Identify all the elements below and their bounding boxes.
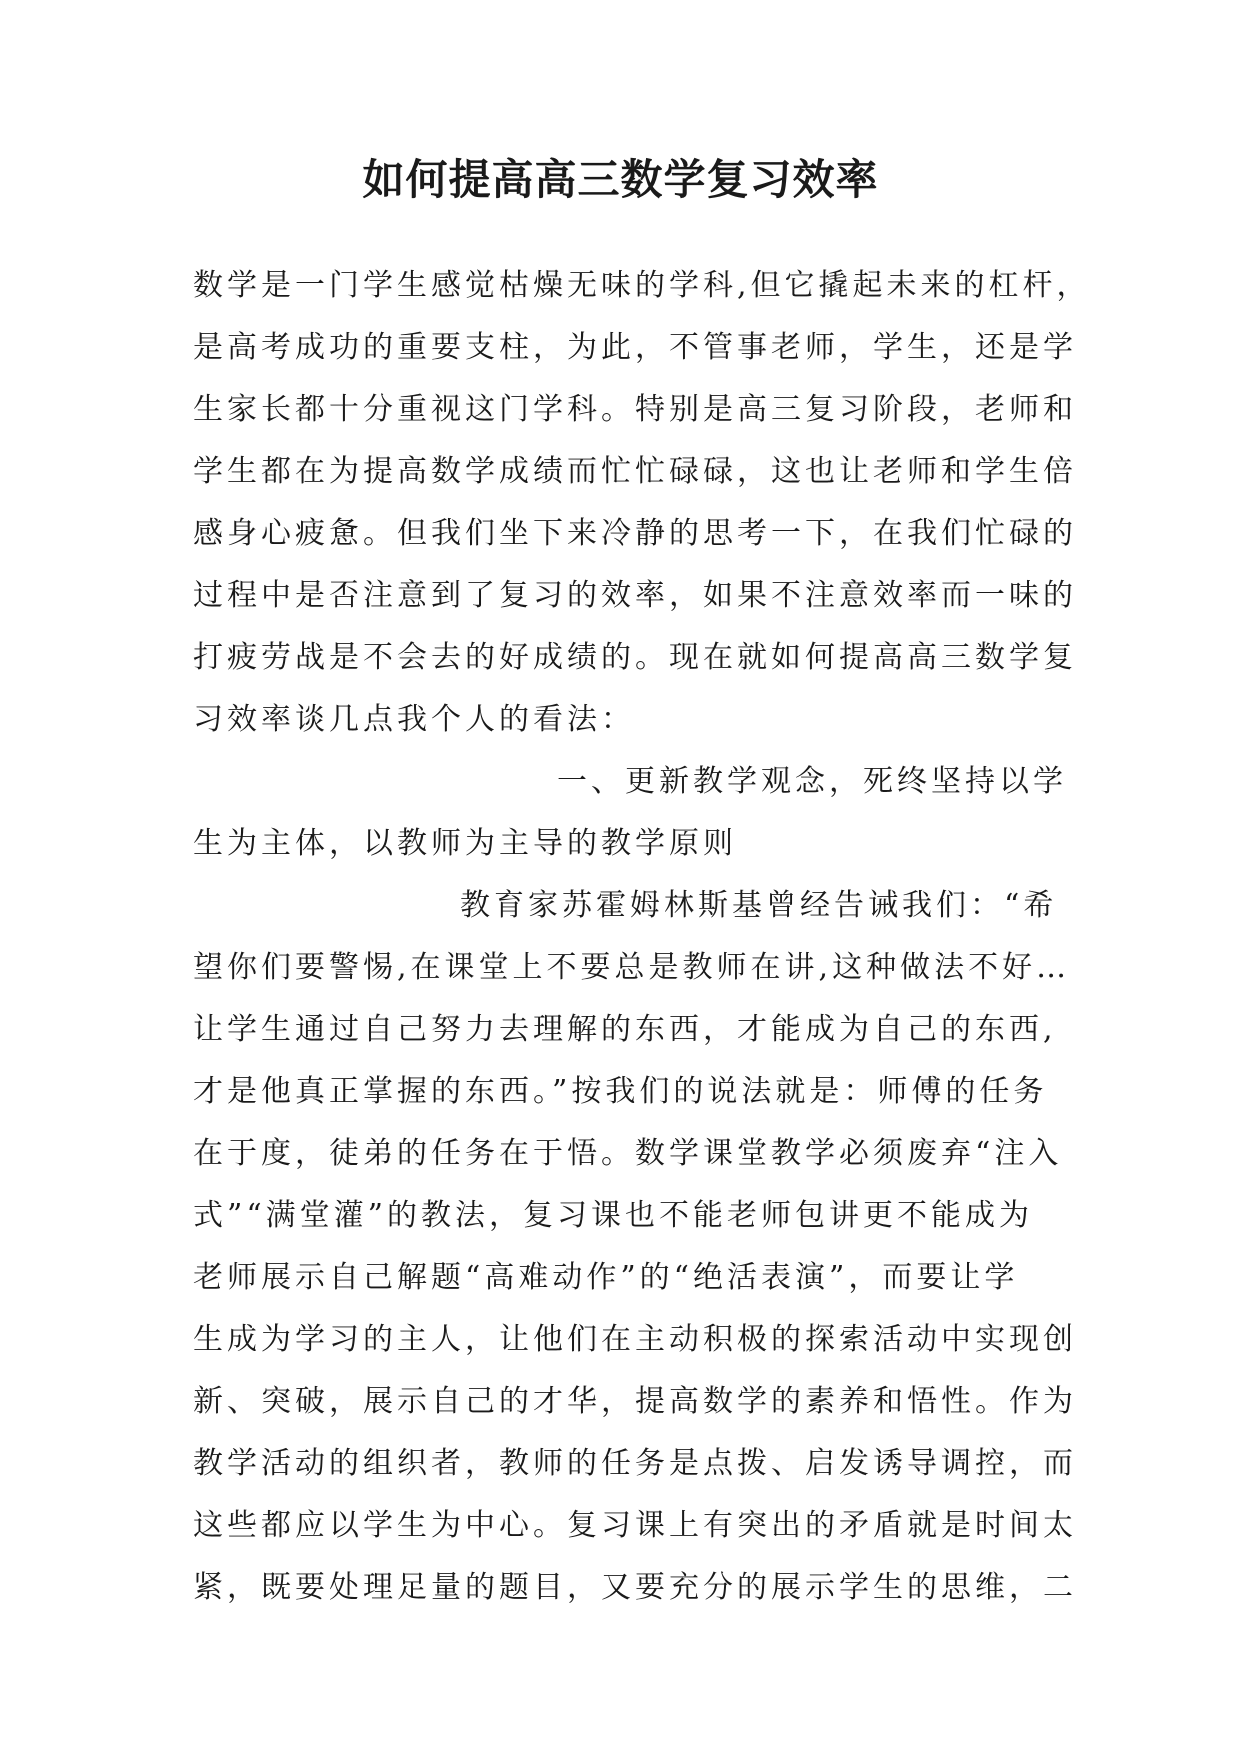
- paragraph-line: 望你们要警惕,在课堂上不要总是教师在讲,这种做法不好…: [193, 950, 1071, 985]
- paragraph-line: 习效率谈几点我个人的看法：: [193, 702, 635, 737]
- paragraph-line: 学生都在为提高数学成绩而忙忙碌碌，这也让老师和学生倍: [193, 454, 1077, 489]
- document-title: 如何提高高三数学复习效率: [362, 155, 879, 204]
- section-heading-line: 生为主体，以教师为主导的教学原则: [193, 826, 737, 861]
- paragraph-line: 生成为学习的主人，让他们在主动积极的探索活动中实现创: [193, 1322, 1077, 1357]
- paragraph-line: 才是他真正掌握的东西。”按我们的说法就是：师傅的任务: [193, 1074, 1048, 1109]
- document-body: [193, 255, 1091, 1619]
- paragraph-line: 老师展示自己解题“高难动作”的“绝活表演”，而要让学: [193, 1260, 1019, 1295]
- section-heading-line: 一、更新教学观念，死终坚持以学: [557, 764, 1067, 799]
- paragraph-line: 打疲劳战是不会去的好成绩的。现在就如何提高高三数学复: [193, 640, 1077, 675]
- paragraph-line: 生家长都十分重视这门学科。特别是高三复习阶段，老师和: [193, 392, 1077, 427]
- paragraph-line: 过程中是否注意到了复习的效率，如果不注意效率而一味的: [193, 578, 1077, 613]
- paragraph-line: 让学生通过自己努力去理解的东西，才能成为自己的东西,: [193, 1012, 1057, 1047]
- paragraph-line: 教育家苏霍姆林斯基曾经告诫我们：“希: [460, 888, 1058, 923]
- paragraph-line: 新、突破，展示自己的才华，提高数学的素养和悟性。作为: [193, 1384, 1077, 1419]
- paragraph-line: 这些都应以学生为中心。复习课上有突出的矛盾就是时间太: [193, 1508, 1077, 1543]
- paragraph-line: 在于度，徒弟的任务在于悟。数学课堂教学必须废弃“注入: [193, 1136, 1063, 1171]
- paragraph-line: 紧，既要处理足量的题目，又要充分的展示学生的思维，二: [193, 1570, 1077, 1605]
- paragraph-line: 式”“满堂灌”的教法，复习课也不能老师包讲更不能成为: [193, 1198, 1034, 1233]
- paragraph-line: 是高考成功的重要支柱，为此，不管事老师，学生，还是学: [193, 330, 1077, 365]
- paragraph-line: 教学活动的组织者，教师的任务是点拨、启发诱导调控，而: [193, 1446, 1077, 1481]
- paragraph-line: 感身心疲惫。但我们坐下来冷静的思考一下，在我们忙碌的: [193, 516, 1077, 551]
- paragraph-line: 数学是一门学生感觉枯燥无味的学科,但它撬起未来的杠杆，: [193, 268, 1091, 303]
